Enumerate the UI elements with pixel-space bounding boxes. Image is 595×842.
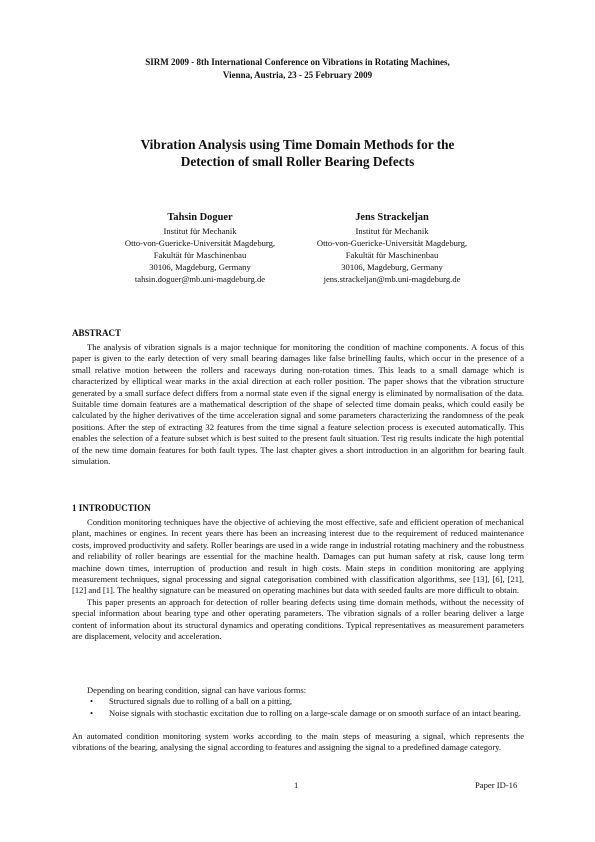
author-faculty: Fakultät für Maschinenbau <box>153 250 247 260</box>
conference-header <box>0 56 595 81</box>
author-institute: Institut für Mechanik <box>355 226 429 236</box>
author-email: jens.strackeljan@mb.uni-magdeburg.de <box>323 274 461 284</box>
list-item <box>72 708 524 719</box>
page-number: 1 <box>294 780 299 790</box>
author-institute: Institut für Mechanik <box>163 226 237 236</box>
intro-closing <box>72 731 524 754</box>
author-university: Otto-von-Guericke-Universität Magdeburg, <box>124 238 276 248</box>
list-item <box>72 696 524 707</box>
author-email: tahsin.doguer@mb.uni-magdeburg.de <box>134 274 266 284</box>
paper-id: Paper ID-16 <box>475 780 518 790</box>
abstract-heading: ABSTRACT <box>72 328 122 338</box>
conference-line-2: Vienna, Austria, 23 - 25 February 2009 <box>222 69 373 80</box>
bullet-text: Noise signals with stochastic excitation due to rolling on a large-scale damage or on smooth surface of an intact bearing. <box>109 707 521 718</box>
bullet-icon: • <box>90 707 93 718</box>
abstract-body <box>72 342 524 467</box>
author-university: Otto-von-Guericke-Universität Magdeburg, <box>316 238 468 248</box>
intro-paragraph-3: An automated condition monitoring system works according to the main steps of measuring a signal, which represents the vibrations of the bearing, analysing the signal according to features and assigning the signal to a predefined damage category. <box>72 731 524 753</box>
paper-title <box>0 136 595 170</box>
introduction-body <box>72 517 524 642</box>
bullet-section <box>72 685 524 719</box>
author-name: Jens Strackeljan <box>355 212 429 223</box>
author-block-2 <box>297 211 487 285</box>
author-address: 30106, Magdeburg, Germany <box>149 262 251 272</box>
intro-paragraph-1: Condition monitoring techniques have the objective of achieving the most effective, safe and efficient operation of mechanical plant, machines or engines. In recent years there has been an increasing interest due to the requirement of reduced maintenance costs, improved productivity and safety. Roller bearings are used in a wide range in industrial rotating machinery and the robustness and reliability of roller bearings are essential for the machine health. Damages can put human safety at risk, cause long term machine down times, interruption of production and result in high costs. Main steps in condition monitoring are applying measurement techniques, signal processing and signal categorisation combined with classification algorithms, see [13], [6], [21], [12] and [1]. The healthy signature can be measured on operating machines but data with seeded faults are more difficult to obtain. <box>72 517 524 596</box>
bullet-icon: • <box>90 696 93 707</box>
bullet-intro: Depending on bearing condition, signal can have various forms: <box>87 685 307 695</box>
abstract-text: The analysis of vibration signals is a major technique for monitoring the condition of machine components. A focus of this paper is given to the early detection of very small bearing damages like false brinelling faults, which occur in the presence of a small relative motion between the rollers and raceways during non-rotation times. This leads to a small damage which is characterized by elliptical wear marks in the axial direction at each roller position. The paper shows that the vibration structure generated by a small surface defect differs from a normal state even if the signal energy is eliminated by normalisation of the data. Suitable time domain features are a mathematical description of the shape of selected time domain peaks, which could easily be calculated by the higher derivatives of the time acceleration signal and some parameters characterizing the randomness of the peak positions. After the step of extracting 32 features from the time signal a feature selection process is executed automatically. This enables the selection of a feature subset which is best suited to the present fault situation. Test rig results indicate the high potential of the new time domain features for both fault types. The last chapter gives a short introduction in an algorithm for bearing fault simulation. <box>72 342 524 467</box>
conference-line-1: SIRM 2009 - 8th International Conference on Vibrations in Rotating Machines, <box>145 57 450 67</box>
intro-paragraph-2: This paper presents an approach for detection of roller bearing defects using time domain methods, without the necessity of special information about bearing type and other operating parameters. The vibration signals of a roller bearing deliver a large content of information about its structural dynamics and operating conditions. Typical representatives as measurement parameters are displacement, velocity and acceleration. <box>72 596 524 642</box>
author-block-1 <box>105 211 295 285</box>
title-line-1: Vibration Analysis using Time Domain Methods for the <box>140 137 455 152</box>
author-address: 30106, Magdeburg, Germany <box>341 262 443 272</box>
title-line-2: Detection of small Roller Bearing Defects <box>180 154 415 169</box>
introduction-heading: 1 INTRODUCTION <box>72 503 151 513</box>
bullet-list <box>72 696 524 719</box>
author-faculty: Fakultät für Maschinenbau <box>345 250 439 260</box>
bullet-text: Structured signals due to rolling of a ball on a pitting, <box>109 696 293 707</box>
author-name: Tahsin Doguer <box>167 212 233 223</box>
